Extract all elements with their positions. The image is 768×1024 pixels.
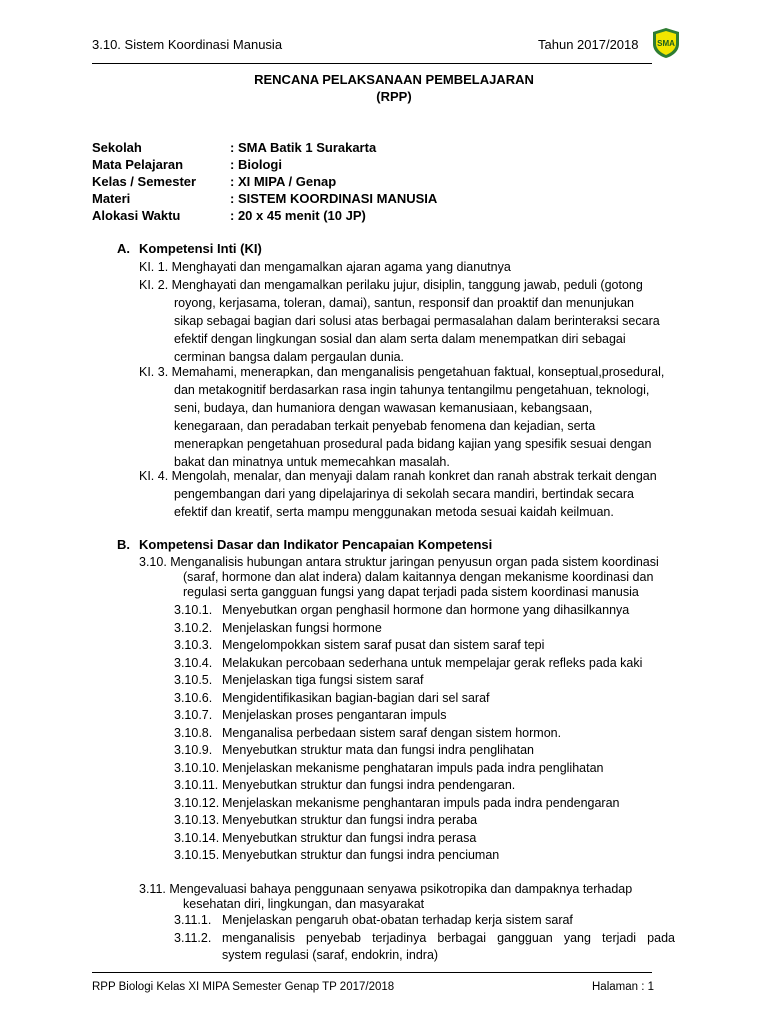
school-logo: [651, 27, 681, 59]
indicator-text: Menyebutkan organ penghasil hormone dan hormone yang dihasilkannya: [222, 603, 630, 617]
ki-3-line: menerapkan pengetahuan prosedural pada bidang kajian yang spesifik sesuai dengan: [174, 437, 652, 451]
kd-3-10: [139, 555, 675, 600]
document-subtitle: (RPP): [376, 89, 412, 104]
document-title: RENCANA PELAKSANAAN PEMBELAJARAN: [254, 72, 534, 87]
kd-3-11-line: 3.11. Mengevaluasi bahaya penggunaan senyawa psikotropika dan dampaknya terhadap: [139, 882, 633, 896]
page-number: Halaman : 1: [592, 981, 655, 993]
indicator-text: Menyebutkan struktur dan fungsi indra perasa: [222, 830, 477, 845]
indicator-number: 3.10.15.: [174, 848, 220, 862]
indicator-text: Menyebutkan struktur dan fungsi indra penciuman: [222, 848, 500, 862]
ki-3-line: dan metakognitif berdasarkan rasa ingin tahunya tentangilmu pengetahuan, teknologi,: [174, 383, 650, 397]
indicator-number: 3.10.5.: [174, 673, 213, 687]
svg-text:SMA: SMA: [657, 39, 675, 48]
ki-4-line: pengembangan dari yang dipelajarinya di sekolah secara mandiri, bertindak secara: [174, 487, 635, 501]
indicator-text: Menjelaskan fungsi hormone: [222, 620, 382, 635]
indicator-text: Menjelaskan proses pengantaran impuls: [222, 708, 447, 722]
ki-2-line: cerminan bangsa dalam pergaulan dunia.: [174, 350, 405, 364]
ki-3: [139, 363, 675, 471]
kd-3-10-line: regulasi serta gangguan fungsi yang dapat terjadi pada sistem koordinasi manusia: [183, 585, 639, 599]
footer-rule: [92, 972, 652, 973]
indicator-number: 3.10.11.: [174, 778, 219, 792]
indicator-text: Menjelaskan mekanisme penghataran impuls pada indra penglihatan: [222, 760, 604, 775]
section-b-heading: Kompetensi Dasar dan Indikator Pencapaian Kompetensi: [139, 537, 493, 552]
ki-3-line: bakat dan minatnya untuk memecahkan masalah.: [174, 455, 450, 469]
ki-3-line: KI. 3. Memahami, menerapkan, dan menganalisis pengetahuan faktual, konseptual,prosedural,: [139, 365, 665, 379]
indicator-number: 3.11.2.: [174, 931, 212, 945]
ki-4-line: KI. 4. Mengolah, menalar, dan menyaji dalam ranah konkret dan ranah abstrak terkait dengan: [139, 469, 657, 483]
indicator-number: 3.10.13.: [174, 813, 220, 827]
identity-value: : SISTEM KOORDINASI MANUSIA: [230, 191, 438, 206]
indicator-number: 3.10.10.: [174, 760, 220, 775]
ki-2-line: efektif dengan lingkungan sosial dan alam serta dalam menempatkan diri sebagai: [174, 332, 626, 346]
indicator-text: Melakukan percobaan sederhana untuk mempelajar gerak refleks pada kaki: [222, 655, 643, 670]
ki-3-line: seni, budaya, dan humaniora dengan wawasan kemanusiaan, kebangsaan,: [174, 401, 593, 415]
indicator-number: 3.10.12.: [174, 795, 220, 810]
indicator-text: menganalisis penyebab terjadinya berbagai gangguan yang terjadi pada: [222, 931, 675, 945]
indicator-text: Mengelompokkan sistem saraf pusat dan sistem saraf tepi: [222, 638, 545, 652]
ki-4: [139, 467, 675, 521]
identity-label: Materi: [92, 191, 131, 206]
indicator-text-continued: system regulasi (saraf, endokrin, indra): [222, 948, 439, 962]
identity-label: Kelas / Semester: [92, 174, 197, 189]
indicator-text: Mengidentifikasikan bagian-bagian dari sel saraf: [222, 690, 490, 705]
indicator-number: 3.10.9.: [174, 743, 213, 757]
ki-2-line: royong, kerjasama, toleran, damai), santun, responsif dan proaktif dan menunjukan: [174, 296, 634, 310]
indicator-text: Menganalisa perbedaan sistem saraf dengan sistem hormon.: [222, 725, 562, 740]
indicator-text: Menyebutkan struktur dan fungsi indra pendengaran.: [222, 778, 516, 792]
ki-3-line: kenegaraan, dan peradaban terkait penyebab fenomena dan kejadian, serta: [174, 419, 596, 433]
indicator-number: 3.10.14.: [174, 830, 220, 845]
identity-label: Alokasi Waktu: [92, 208, 181, 223]
indicator-text: Menyebutkan struktur mata dan fungsi indra penglihatan: [222, 743, 534, 757]
kd-3-10-line: (saraf, hormone dan alat indera) dalam kaitannya dengan mekanisme koordinasi dan: [183, 570, 654, 584]
ki-2-line: KI. 2. Menghayati dan mengamalkan perilaku jujur, disiplin, tanggung jawab, peduli (gotong: [139, 278, 643, 292]
indicator-number: 3.11.1.: [174, 913, 212, 927]
identity-value: : SMA Batik 1 Surakarta: [230, 140, 377, 155]
header-title: 3.10. Sistem Koordinasi Manusia: [92, 37, 283, 52]
identity-value: : XI MIPA / Genap: [230, 174, 337, 189]
header-year: Tahun 2017/2018: [538, 37, 639, 52]
header-rule: [92, 63, 652, 64]
identity-value: : 20 x 45 menit (10 JP): [230, 208, 366, 223]
indicator-number: 3.10.6.: [174, 690, 213, 705]
section-a-heading: Kompetensi Inti (KI): [139, 241, 262, 256]
ki-2: [139, 276, 675, 366]
section-a-letter: A.: [117, 241, 130, 256]
indicator-number: 3.10.4.: [174, 655, 213, 670]
indicator-text: Menjelaskan pengaruh obat-obatan terhadap kerja sistem saraf: [222, 913, 573, 927]
identity-label: Mata Pelajaran: [92, 157, 184, 172]
indicator-number: 3.10.3.: [174, 638, 213, 652]
identity-value: : Biologi: [230, 157, 282, 172]
indicator-number: 3.10.1.: [174, 603, 213, 617]
footer-title: RPP Biologi Kelas XI MIPA Semester Genap TP 2017/2018: [92, 981, 395, 993]
indicator-text: Menjelaskan tiga fungsi sistem saraf: [222, 673, 424, 687]
indicator-text: Menjelaskan mekanisme penghantaran impuls pada indra pendengaran: [222, 795, 620, 810]
indicator-number: 3.10.2.: [174, 620, 213, 635]
kd-3-11: [139, 882, 675, 912]
section-b-letter: B.: [117, 537, 130, 552]
indicator-number: 3.10.7.: [174, 708, 213, 722]
ki-4-line: efektif dan kreatif, serta mampu menggunakan metoda sesuai kaidah keilmuan.: [174, 505, 614, 519]
identity-label: Sekolah: [92, 140, 142, 155]
kd-3-10-line: 3.10. Menganalisis hubungan antara struktur jaringan penyusun organ pada sistem koordinasi: [139, 555, 659, 569]
ki-2-line: sikap sebagai bagian dari solusi atas berbagai permasalahan dalam berinteraksi secara: [174, 314, 660, 328]
indicator-number: 3.10.8.: [174, 725, 213, 740]
kd-3-11-line: kesehatan diri, lingkungan, dan masyarakat: [183, 897, 425, 911]
indicator-text: Menyebutkan struktur dan fungsi indra peraba: [222, 813, 478, 827]
ki-1: KI. 1. Menghayati dan mengamalkan ajaran agama yang dianutnya: [139, 260, 511, 274]
